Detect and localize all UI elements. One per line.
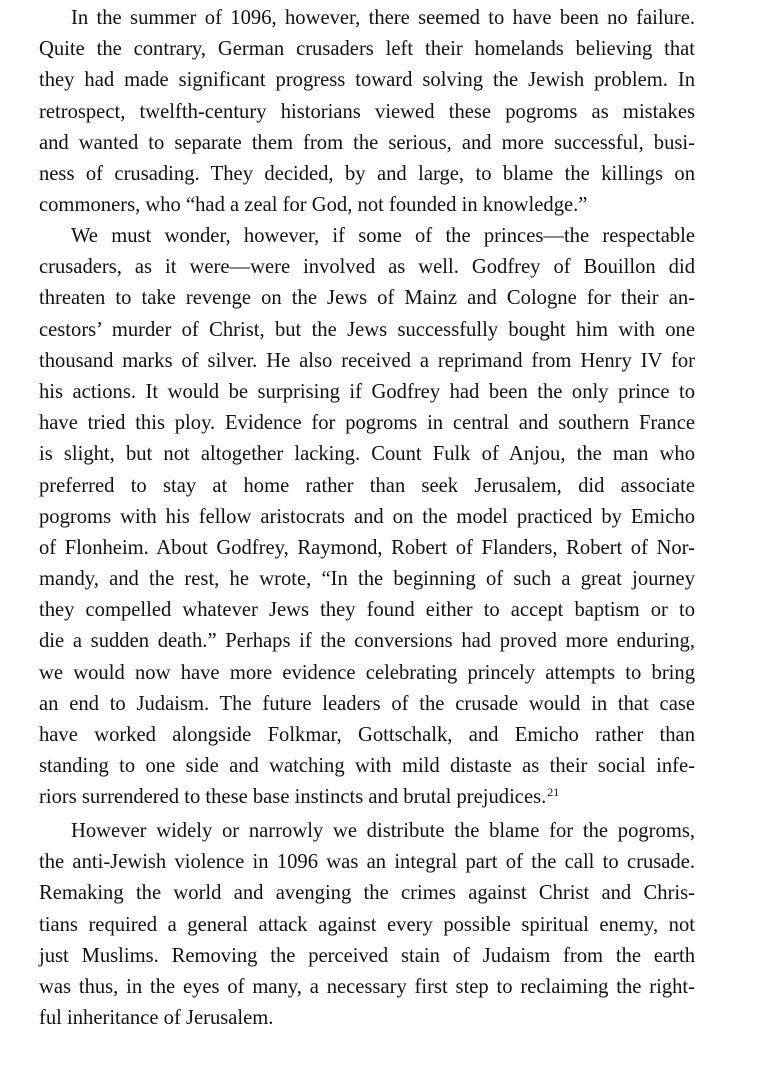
text-line: the anti-Jewish violence in 1096 was an integral part of the call to crusade.: [39, 851, 695, 874]
text-line: ful inheritance of Jerusalem.: [39, 1007, 274, 1030]
text-line: have tried this ploy. Evidence for pogroms in central and southern France: [39, 412, 695, 435]
text-line: was thus, in the eyes of many, a necessary first step to reclaiming the right-: [39, 975, 695, 998]
text-line: commoners, who “had a zeal for God, not founded in knowledge.”: [39, 194, 588, 217]
text-line: However widely or narrowly we distribute the blame for the pogroms,: [71, 820, 695, 842]
text-line: an end to Judaism. The future leaders of the crusade would in that case: [39, 692, 695, 715]
footnote-marker: 21: [547, 784, 560, 799]
text-line: have worked alongside Folkmar, Gottschalk, and Emicho rather than: [39, 724, 695, 746]
text-line: his actions. It would be surprising if Godfrey had been the only prince to: [39, 380, 695, 403]
text-line: just Muslims. Removing the perceived stain of Judaism from the earth: [39, 944, 695, 967]
text-line: ness of crusading. They decided, by and large, to blame the killings on: [39, 162, 695, 185]
text-line: riors surrendered to these base instincts and brutal prejudices.: [39, 786, 547, 809]
text-line: We must wonder, however, if some of the princes—the respectable: [71, 225, 695, 247]
text-line: we would now have more evidence celebrating princely attempts to bring: [39, 661, 695, 684]
text-line: thousand marks of silver. He also received a reprimand from Henry IV for: [39, 349, 695, 372]
paragraph-3: [39, 816, 695, 1034]
text-line: crusaders, as it were—were involved as well. Godfrey of Bouillon did: [39, 256, 695, 279]
text-line: Quite the contrary, German crusaders left their homelands believing that: [39, 38, 695, 61]
text-line: In the summer of 1096, however, there seemed to have been no failure.: [71, 7, 695, 29]
paragraph-1: [39, 3, 695, 221]
text-line: is slight, but not altogether lacking. Count Fulk of Anjou, the man who: [39, 443, 695, 466]
text-line: Remaking the world and avenging the crimes against Christ and Chris-: [39, 882, 695, 905]
text-line: they compelled whatever Jews they found either to accept baptism or to: [39, 599, 695, 622]
text-line: cestors’ murder of Christ, but the Jews successfully bought him with one: [39, 318, 695, 341]
text-line: and wanted to separate them from the serious, and more successful, busi-: [39, 131, 695, 154]
text-line: of Flonheim. About Godfrey, Raymond, Robert of Flanders, Robert of Nor-: [39, 536, 695, 559]
text-line-with-footnote: [39, 782, 695, 813]
text-line: they had made significant progress toward solving the Jewish problem. In: [39, 69, 695, 92]
text-line: pogroms with his fellow aristocrats and on the model practiced by Emicho: [39, 505, 695, 528]
text-line: standing to one side and watching with mild distaste as their social infe-: [39, 755, 695, 778]
text-line: threaten to take revenge on the Jews of Mainz and Cologne for their an-: [39, 287, 695, 310]
text-line: preferred to stay at home rather than seek Jerusalem, did associate: [39, 474, 695, 497]
text-line: tians required a general attack against every possible spiritual enemy, not: [39, 913, 695, 936]
text-line: retrospect, twelfth-century historians viewed these pogroms as mistakes: [39, 100, 695, 123]
text-line: die a sudden death.” Perhaps if the conversions had proved more enduring,: [39, 630, 695, 653]
paragraph-2: [39, 221, 695, 814]
text-line: mandy, and the rest, he wrote, “In the beginning of such a great journey: [39, 568, 695, 591]
